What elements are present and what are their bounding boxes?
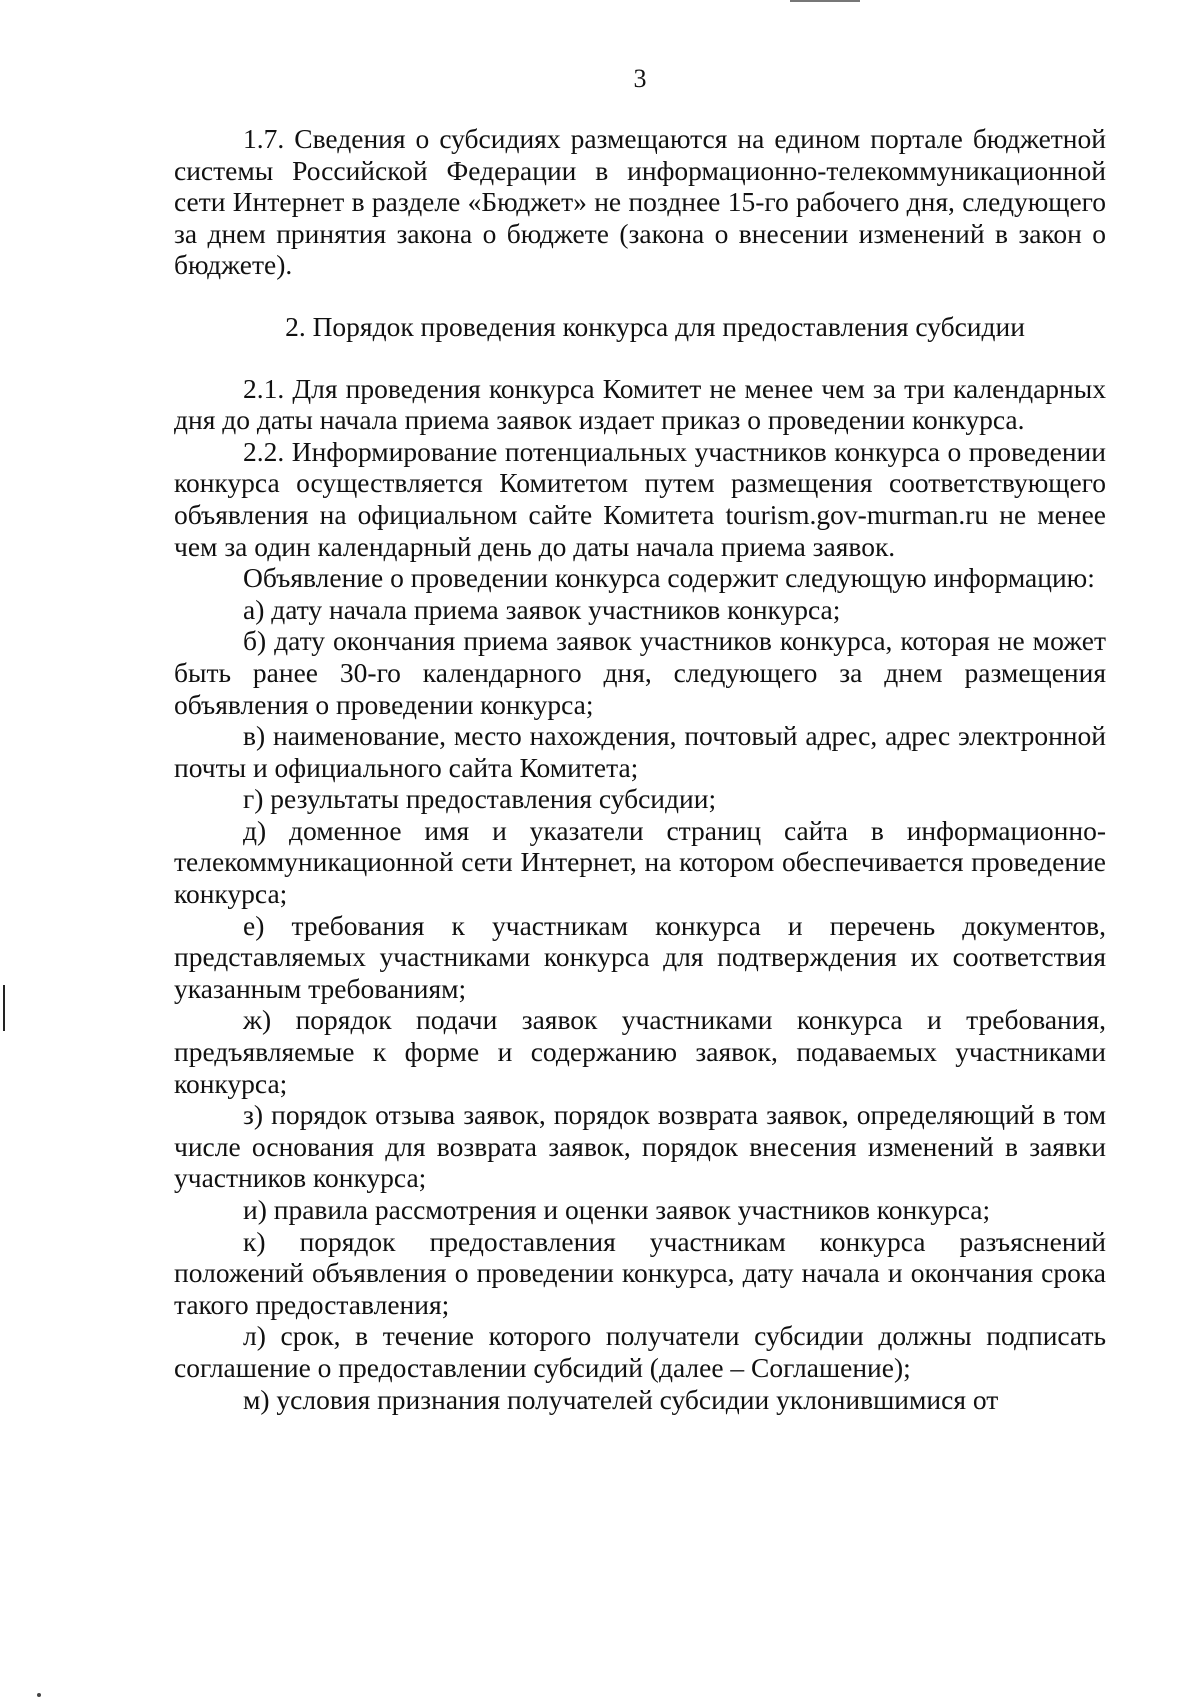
scan-artifact-dot	[37, 1693, 41, 1697]
paragraph-2-1: 2.1. Для проведения конкурса Комитет не менее чем за три календарных дня до даты начала приема заявок издает приказ о проведении конкурса.	[174, 372, 1106, 436]
list-item-a: а) дату начала приема заявок участников конкурса;	[243, 593, 841, 625]
page-number: 3	[633, 64, 647, 93]
section-heading: 2. Порядок проведения конкурса для предоставления субсидии	[285, 310, 1025, 342]
list-item-v: в) наименование, место нахождения, почтовый адрес, адрес электронной почты и официального сайта Комитета;	[174, 720, 1106, 783]
paragraph-2-2: 2.2. Информирование потенциальных участников конкурса о проведении конкурса осуществляется Комитетом путем размещения соответствующего объявления на официальном сайте Комитета tourism.gov-murman.ru не менее чем за один календарный день до даты начала приема заявок.	[174, 435, 1106, 562]
list-item-i: и) правила рассмотрения и оценки заявок участников конкурса;	[243, 1194, 991, 1225]
list-item-k: к) порядок предоставления участникам конкурса разъяснений положений объявления о проведении конкурса, дату начала и окончания срока такого предоставления;	[174, 1225, 1106, 1320]
paragraph-announcement-intro: Объявление о проведении конкурса содержит следующую информацию:	[243, 562, 1095, 594]
list-item-l: л) срок, в течение которого получатели субсидии должны подписать соглашение о предоставлении субсидий (далее – Соглашение);	[174, 1320, 1106, 1383]
list-item-e: е) требования к участникам конкурса и перечень документов, представляемых участниками конкурса для подтверждения их соответствия указанным требованиям;	[174, 909, 1106, 1004]
list-item-m: м) условия признания получателей субсидии уклонившимися от	[243, 1383, 999, 1415]
scan-artifact-top	[790, 0, 860, 2]
scan-artifact-left	[3, 985, 5, 1031]
list-item-b: б) дату окончания приема заявок участников конкурса, которая не может быть ранее 30-го календарного дня, следующего за днем размещения объявления о проведении конкурса;	[174, 625, 1106, 720]
document-body	[174, 123, 1106, 1415]
list-item-d: д) доменное имя и указатели страниц сайта в информационно-телекоммуникационной сети Интернет, на котором обеспечивается проведение конкурса;	[174, 814, 1106, 910]
list-item-z: з) порядок отзыва заявок, порядок возврата заявок, определяющий в том числе основания для возврата заявок, порядок внесения изменений в заявки участников конкурса;	[174, 1099, 1106, 1194]
list-item-zh: ж) порядок подачи заявок участниками конкурса и требования, предъявляемые к форме и содержанию заявок, подаваемых участниками конкурса;	[174, 1004, 1106, 1099]
paragraph-1-7: 1.7. Сведения о субсидиях размещаются на едином портале бюджетной системы Российской Федерации в информационно-телекоммуникационной сети Интернет в разделе «Бюджет» не позднее 15-го рабочего дня, следующего за днем принятия закона о бюджете (закона о внесении изменений в закон о бюджете).	[174, 123, 1106, 281]
list-item-g: г) результаты предоставления субсидии;	[243, 783, 717, 815]
